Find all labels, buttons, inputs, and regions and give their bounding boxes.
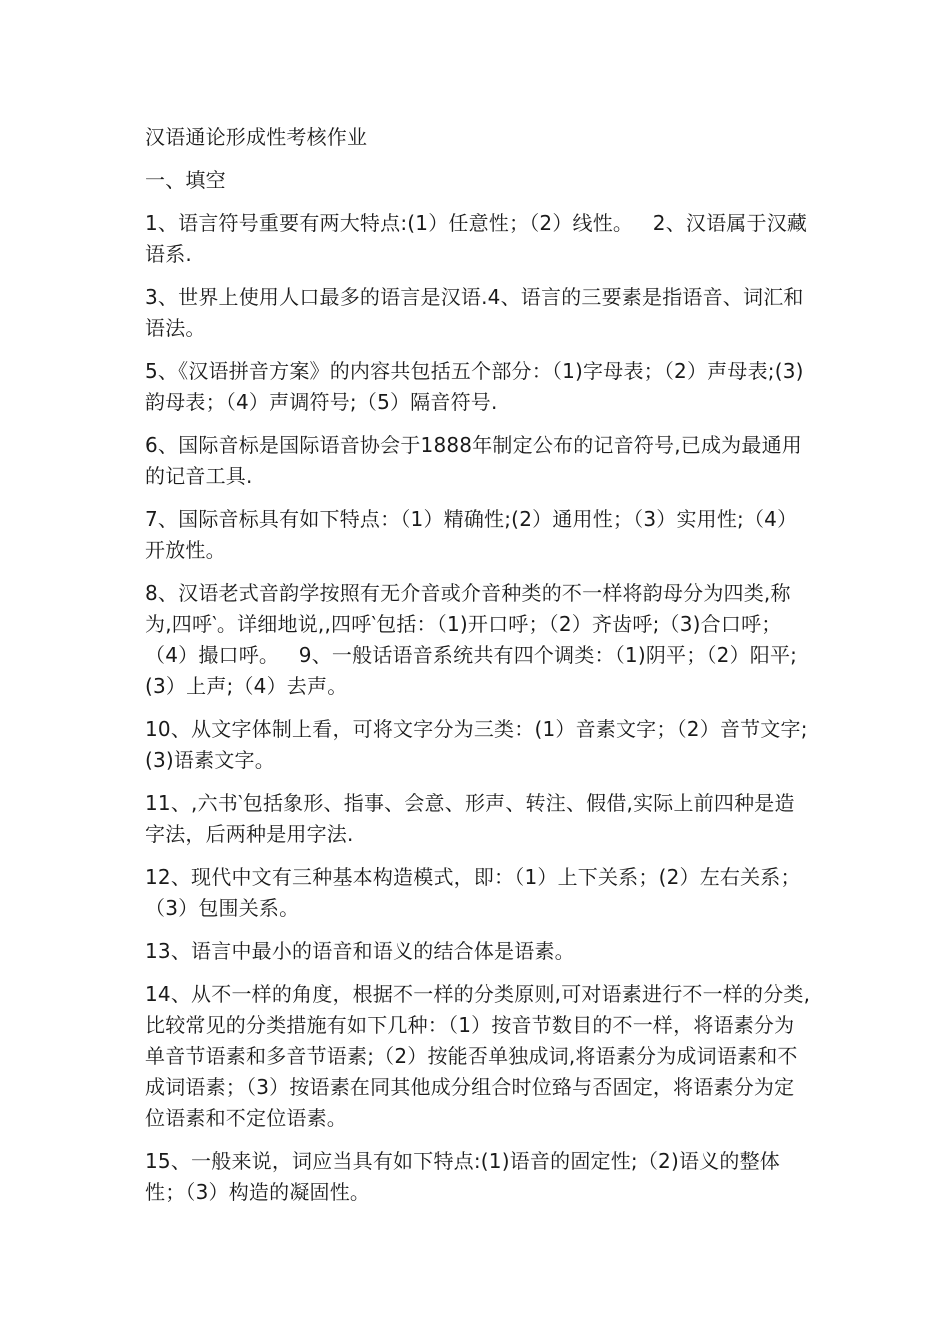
document-body — [145, 122, 813, 1220]
section-heading: 一、填空 — [145, 168, 226, 192]
document-title: 汉语通论形成性考核作业 — [145, 125, 368, 149]
paragraph-15: 15、一般来说，词应当具有如下特点:(1)语音的固定性;（2)语义的整体性；（3）构造的凝固性。 — [145, 1149, 780, 1204]
paragraph-10: 10、从文字体制上看，可将文字分为三类：(1）音素文字；（2）音节文字;(3)语素文字。 — [145, 717, 808, 772]
paragraph-3: 3、世界上使用人口最多的语言是汉语.4、语言的三要素是指语音、词汇和语法。 — [145, 285, 804, 340]
paragraph-7: 7、国际音标具有如下特点：（1）精确性;(2）通用性；（3）实用性;（4）开放性。 — [145, 507, 798, 562]
paragraph-11: 11、,六书‵包括象形、指事、会意、形声、转注、假借,实际上前四种是造字法，后两种是用字法. — [145, 791, 795, 846]
paragraph-5: 5、《汉语拼音方案》的内容共包括五个部分：（1)字母表；（2）声母表;(3)韵母表；（4）声调符号;（5）隔音符号. — [145, 359, 804, 414]
paragraph-12: 12、现代中文有三种基本构造模式，即：（1）上下关系；(2）左右关系；（3）包围关系。 — [145, 865, 801, 920]
paragraph-1: 1、语言符号重要有两大特点:(1）任意性；（2）线性。 2、汉语属于汉藏语系. — [145, 211, 808, 266]
paragraph-8: 8、汉语老式音韵学按照有无介音或介音种类的不一样将韵母分为四类,称为,四呼‵。详细地说,,四呼‵包括：（1)开口呼；（2）齐齿呼;（3)合口呼；（4）撮口呼。 9、一般话语音系统共有四个调类：（1)阴平；（2）阳平;(3）上声;（4）去声。 — [145, 581, 798, 698]
paragraph-14: 14、从不一样的角度，根据不一样的分类原则,可对语素进行不一样的分类,比较常见的分类措施有如下几种：（1）按音节数目的不一样，将语素分为单音节语素和多音节语素;（2）按能否单独成词,将语素分为成词语素和不成词语素；（3）按语素在同其他成分组合时位臵与否固定，将语素分为定位语素和不定位语素。 — [145, 982, 811, 1130]
paragraph-6: 6、国际音标是国际语音协会于1888年制定公布的记音符号,已成为最通用的记音工具. — [145, 433, 802, 488]
paragraph-13: 13、语言中最小的语音和语义的结合体是语素。 — [145, 939, 575, 963]
